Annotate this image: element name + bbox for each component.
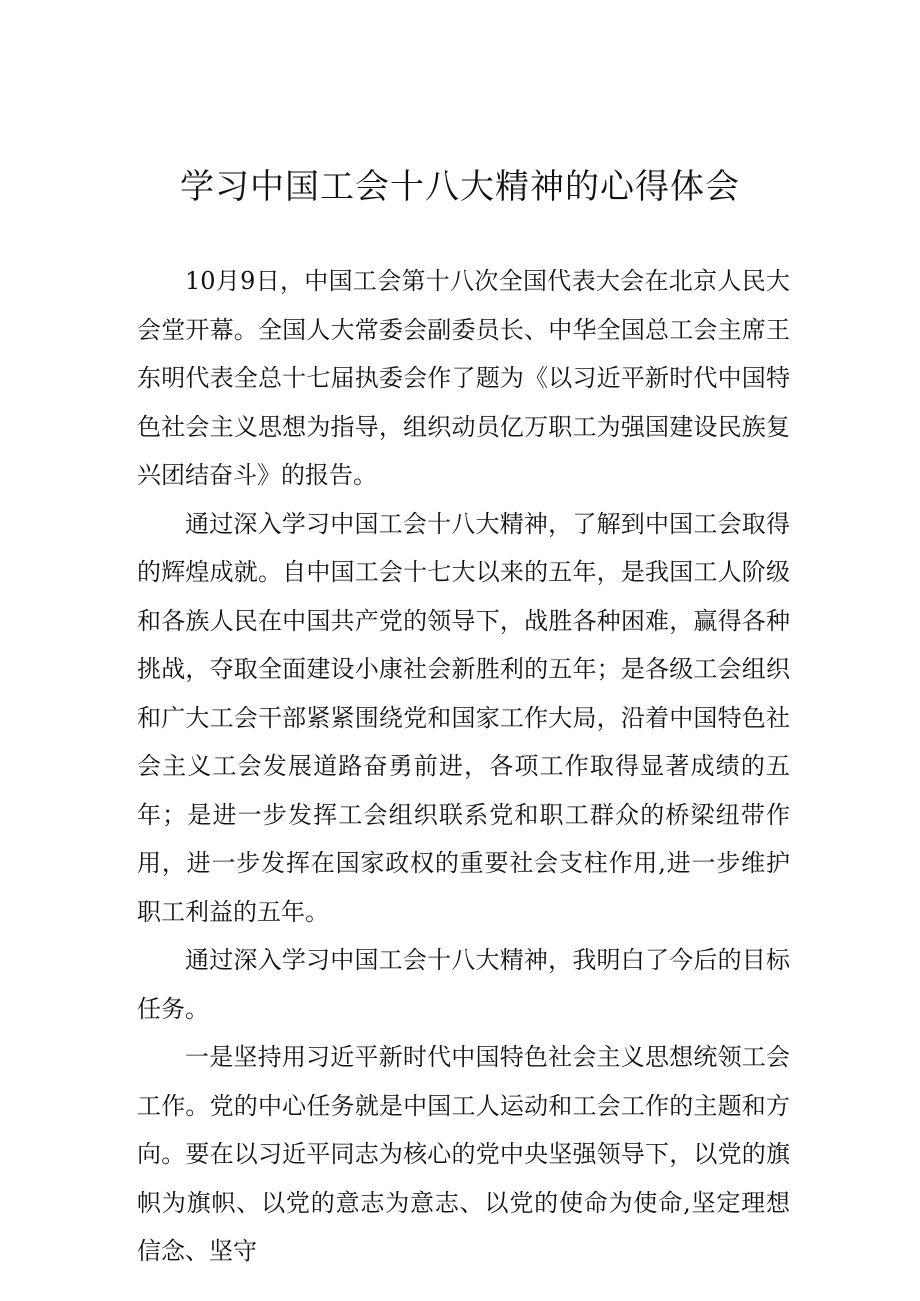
document-title: 学习中国工会十八大精神的心得体会 bbox=[180, 167, 740, 207]
paragraph-3: 通过深入学习中国工会十八大精神，我明白了今后的目标任务。 bbox=[137, 946, 790, 1023]
paragraph-1: 10月9日，中国工会第十八次全国代表大会在北京人民大会堂开幕。全国人大常委会副委员长、中华全国总工会主席王东明代表全总十七届执委会作了题为《以习近平新时代中国特色社会主义思想为指导，组织动员亿万职工为强国建设民族复兴团结奋斗》的报告。 bbox=[137, 267, 790, 489]
paragraph-2: 通过深入学习中国工会十八大精神，了解到中国工会取得的辉煌成就。自中国工会十七大以来的五年，是我国工人阶级和各族人民在中国共产党的领导下，战胜各种困难，赢得各种挑战，夺取全面建设小康社会新胜利的五年；是各级工会组织和广大工会干部紧紧围绕党和国家工作大局，沿着中国特色社会主义工会发展道路奋勇前进，各项工作取得显著成绩的五年；是进一步发挥工会组织联系党和职工群众的桥梁纽带作用，进一步发挥在国家政权的重要社会支柱作用,进一步维护职工利益的五年。 bbox=[137, 509, 790, 926]
paragraph-4: 一是坚持用习近平新时代中国特色社会主义思想统领工会工作。党的中心任务就是中国工人运动和工会工作的主题和方向。要在以习近平同志为核心的党中央坚强领导下，以党的旗帜为旗帜、以党的意志为意志、以党的使命为使命,坚定理想信念、坚守 bbox=[137, 1043, 790, 1265]
document-body bbox=[137, 257, 790, 1276]
